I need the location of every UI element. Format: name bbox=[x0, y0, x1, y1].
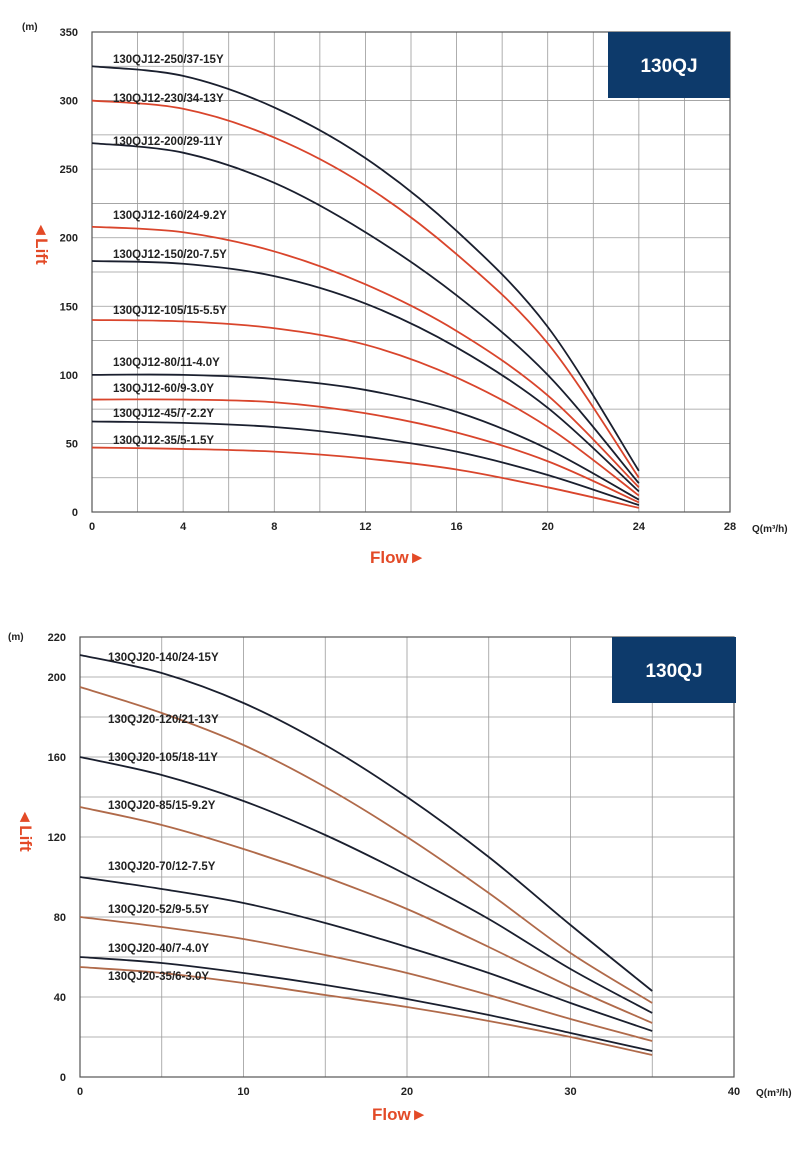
series-label: 130QJ20-35/6-3.0Y bbox=[108, 971, 210, 983]
series-label: 130QJ20-40/7-4.0Y bbox=[108, 943, 210, 955]
y-tick-label: 0 bbox=[59, 1072, 66, 1084]
x-tick-label: 10 bbox=[237, 1086, 250, 1098]
x-tick-label: 0 bbox=[76, 1086, 84, 1098]
x-tick-label: 20 bbox=[541, 521, 554, 533]
series-line bbox=[80, 687, 652, 1003]
y-unit-label: (m) bbox=[22, 22, 38, 33]
y-tick-label: 120 bbox=[47, 832, 66, 844]
y-tick-label: 200 bbox=[59, 232, 78, 245]
model-badge-text: 130QJ bbox=[640, 56, 698, 77]
series-label: 130QJ12-105/15-5.5Y bbox=[113, 305, 227, 317]
model-badge-text: 130QJ bbox=[645, 661, 703, 682]
y-axis-title: ◄Lift bbox=[16, 808, 35, 852]
x-tick-label: 24 bbox=[632, 521, 645, 533]
y-tick-label: 250 bbox=[59, 164, 78, 177]
y-tick-label: 220 bbox=[47, 632, 66, 644]
series-label: 130QJ12-200/29-11Y bbox=[113, 136, 223, 148]
x-axis-title: Flow► bbox=[370, 548, 426, 567]
series-label: 130QJ12-45/7-2.2Y bbox=[113, 408, 215, 420]
series-label: 130QJ20-70/12-7.5Y bbox=[108, 861, 216, 873]
y-tick-label: 350 bbox=[59, 27, 78, 39]
x-tick-label: 20 bbox=[400, 1086, 414, 1098]
series-label: 130QJ12-160/24-9.2Y bbox=[113, 210, 227, 222]
chart-2 bbox=[8, 632, 792, 1124]
x-tick-label: 30 bbox=[564, 1086, 577, 1098]
y-tick-label: 50 bbox=[65, 438, 78, 451]
x-tick-label: 40 bbox=[727, 1086, 741, 1098]
y-tick-label: 0 bbox=[71, 507, 78, 519]
x-unit-label: Q(m³/h) bbox=[752, 524, 788, 535]
y-tick-label: 150 bbox=[59, 301, 78, 314]
y-tick-label: 200 bbox=[47, 672, 66, 684]
series-label: 130QJ12-230/34-13Y bbox=[113, 93, 224, 105]
series-line bbox=[80, 655, 652, 991]
x-tick-label: 16 bbox=[450, 521, 463, 533]
series-label: 130QJ12-80/11-4.0Y bbox=[113, 357, 220, 369]
series-label: 130QJ20-85/15-9.2Y bbox=[108, 800, 216, 812]
x-unit-label: Q(m³/h) bbox=[756, 1088, 792, 1099]
series-label: 130QJ12-250/37-15Y bbox=[113, 54, 224, 66]
x-tick-label: 28 bbox=[723, 521, 737, 533]
y-tick-label: 160 bbox=[47, 752, 66, 764]
series-label: 130QJ12-35/5-1.5Y bbox=[113, 435, 215, 447]
y-tick-label: 40 bbox=[53, 992, 66, 1004]
chart-1 bbox=[22, 22, 788, 567]
series-label: 130QJ12-150/20-7.5Y bbox=[113, 249, 227, 261]
y-tick-label: 80 bbox=[53, 912, 66, 924]
y-tick-label: 300 bbox=[59, 95, 78, 108]
series-label: 130QJ20-52/9-5.5Y bbox=[108, 904, 210, 916]
series-label: 130QJ20-140/24-15Y bbox=[108, 652, 219, 664]
x-tick-label: 0 bbox=[88, 521, 96, 533]
x-axis-title: Flow► bbox=[372, 1105, 428, 1124]
y-tick-label: 100 bbox=[59, 369, 78, 382]
x-tick-label: 12 bbox=[359, 521, 372, 533]
series-label: 130QJ12-60/9-3.0Y bbox=[113, 383, 215, 395]
series-label: 130QJ20-105/18-11Y bbox=[108, 752, 218, 764]
series-label: 130QJ20-120/21-13Y bbox=[108, 714, 219, 726]
y-axis-title: ◄Lift bbox=[32, 221, 51, 265]
y-unit-label: (m) bbox=[8, 632, 24, 643]
x-tick-label: 8 bbox=[271, 521, 278, 533]
x-tick-label: 4 bbox=[180, 521, 187, 533]
